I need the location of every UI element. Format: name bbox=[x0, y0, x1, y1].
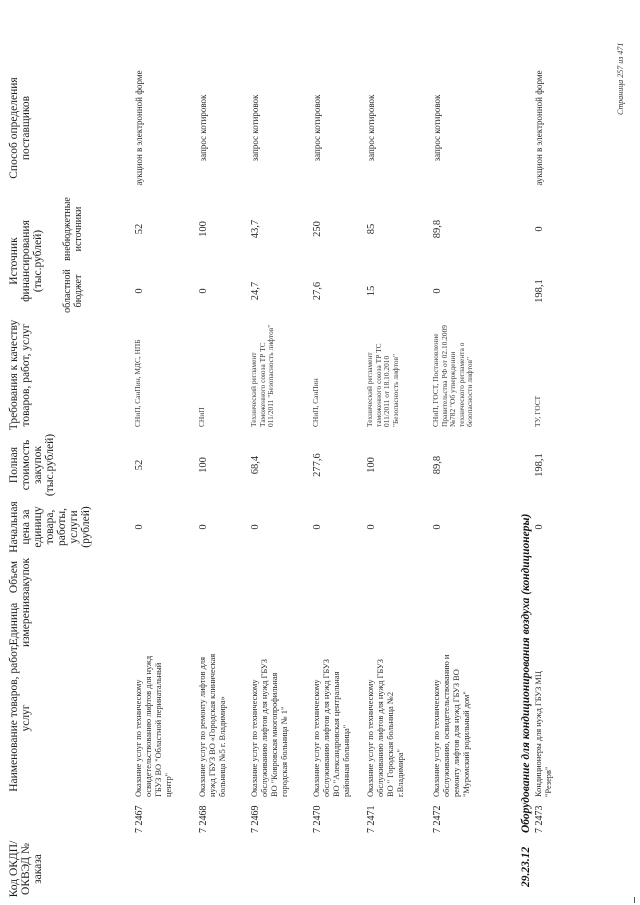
header-requirements: Требования к качеству товаров, работ, услуг bbox=[8, 319, 32, 431]
section-title: Оборудование для кондиционирования воздуха (кондиционеры) bbox=[520, 513, 532, 833]
row-code: 7 2469 bbox=[250, 805, 261, 833]
row-total: 100 bbox=[198, 457, 209, 473]
row-total: 100 bbox=[366, 457, 377, 473]
row-method: запрос котировок bbox=[366, 94, 376, 162]
row-price: 0 bbox=[432, 524, 443, 530]
row-code: 7 2471 bbox=[366, 805, 377, 833]
row-name: Оказание услуг по техническому обслуживанию лифтов для нужд ГБУЗ ВО " Городская больница №2 г.Владимира" bbox=[366, 659, 405, 797]
page-footer: Страница 257 из 471 bbox=[616, 42, 625, 115]
row-name: Оказание услуг по техническому обслуживанию лифтов для нужд ГБУЗ ВО "Александровская центральная районная больница" bbox=[312, 659, 351, 797]
row-requirements: СНиП bbox=[197, 407, 206, 427]
row-price: 0 bbox=[134, 524, 145, 530]
section-code: 29.23.12 bbox=[520, 846, 532, 887]
row-method: аукцион в электронной форме bbox=[534, 70, 544, 186]
row-method: запрос котировок bbox=[312, 94, 322, 162]
row-price: 0 bbox=[198, 524, 209, 530]
row-name: Оказание услуг по ремонту лифтов для нужд ГБУЗ ВО «Городская клиническая больница №5 г. Владимира» bbox=[198, 653, 227, 797]
row-method: запрос котировок bbox=[250, 94, 260, 162]
row-total: 68,4 bbox=[250, 455, 261, 475]
row-total: 52 bbox=[134, 459, 145, 471]
row-regional: 0 bbox=[432, 288, 443, 294]
row-requirements: ТУ, ГОСТ bbox=[533, 395, 542, 427]
row-offbudget: 85 bbox=[366, 223, 377, 235]
row-method: аукцион в электронной форме bbox=[134, 70, 144, 186]
row-price: 0 bbox=[312, 524, 323, 530]
row-method: запрос котировок bbox=[432, 94, 442, 162]
row-offbudget: 250 bbox=[312, 221, 323, 237]
row-requirements: Технический регламент таможенного союза ТР ТС 011/2011 от 18.10.2010 "Безопасность лифтов" bbox=[365, 343, 400, 427]
row-total: 89,8 bbox=[432, 455, 443, 475]
row-regional: 24,7 bbox=[250, 281, 261, 301]
row-method: запрос котировок bbox=[198, 94, 208, 162]
header-total: Полная стоимость закупок (тыс.рублей) bbox=[8, 433, 56, 497]
row-code: 7 2467 bbox=[134, 805, 145, 833]
row-offbudget: 52 bbox=[134, 223, 145, 235]
row-price: 0 bbox=[366, 524, 377, 530]
row-code: 7 2470 bbox=[312, 805, 323, 833]
header-method: Способ определения поставщиков bbox=[8, 77, 32, 179]
header-funding-offbudget: внебюджетные источники bbox=[62, 197, 84, 261]
header-code: Код ОКДП/ ОКВЭД № заказа bbox=[8, 840, 44, 898]
row-regional: 27,6 bbox=[312, 281, 323, 301]
row-offbudget: 89,8 bbox=[432, 219, 443, 239]
scan-mark bbox=[634, 897, 635, 903]
header-funding: Источник финансирования (тыс.рублей) bbox=[8, 220, 44, 302]
row-regional: 15 bbox=[366, 285, 377, 297]
row-offbudget: 0 bbox=[534, 226, 545, 232]
row-total: 198,1 bbox=[534, 453, 545, 477]
row-offbudget: 100 bbox=[198, 221, 209, 237]
row-price: 0 bbox=[534, 524, 545, 530]
row-regional: 0 bbox=[134, 288, 145, 294]
row-requirements: СНиП, СанПин bbox=[311, 378, 320, 427]
row-offbudget: 43,7 bbox=[250, 219, 261, 239]
header-unit: Единица измерения bbox=[8, 595, 32, 647]
row-code: 7 2468 bbox=[198, 805, 209, 833]
row-requirements: СНиП, ГОСТ, Постановление Правительства РФ от 02.10.2009 №782 "Об утверждении технического регламента о безопасности лифтов" bbox=[431, 325, 475, 427]
row-code: 7 2472 bbox=[432, 805, 443, 833]
header-funding-regional: областной бюджет bbox=[62, 269, 84, 313]
row-price: 0 bbox=[250, 524, 261, 530]
header-price: Начальная цена за единицу товара, работы, услуги (рублей) bbox=[8, 501, 92, 553]
header-volume: Объем закупок bbox=[8, 557, 32, 597]
section-heading bbox=[520, 514, 532, 887]
row-code: 7 2473 bbox=[534, 805, 545, 833]
row-name: Оказание услуг по техническому освидетельствованию лифтов для нужд ГБУЗ ВО "Областной перинатальный центр" bbox=[134, 655, 173, 797]
row-requirements: СНиП, СанПин, МДС, НПБ bbox=[133, 339, 142, 427]
row-regional: 198,1 bbox=[534, 279, 545, 303]
row-requirements: Технический регламент Таможенного союза ТР ТС 011/2011 "Безопасность лифтов" bbox=[249, 324, 276, 427]
row-name: Кондиционеры для нужд ГБУЗ МЦ "Резерв" bbox=[534, 671, 553, 797]
row-total: 277,6 bbox=[312, 453, 323, 477]
row-regional: 0 bbox=[198, 288, 209, 294]
row-name: Оказание услуг по техническому обслуживанию лифтов для нужд ГБУЗ ВО "Ковровская многопрофильная городская больница № 1" bbox=[250, 659, 289, 797]
row-name: Оказание услуг по техническому обслуживанию, освидетельствованию и ремонту лифтов для нужд ГБУЗ ВО "Муромский родильный дом" bbox=[432, 654, 471, 797]
header-name: Наименование товаров, работ, услуг bbox=[8, 644, 32, 792]
